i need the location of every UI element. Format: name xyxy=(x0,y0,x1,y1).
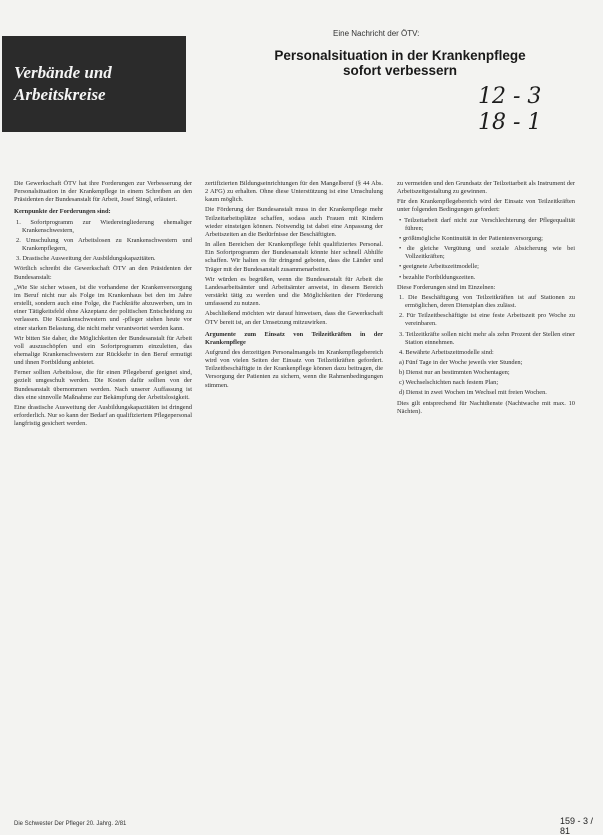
list-item: 1. Die Beschäftigung von Teilzeitkräften ist auf Stationen zu ermöglichen, deren Dienstplan dies zulässt. xyxy=(399,293,575,310)
list-item: 4. Bewährte Arbeitszeitmodelle sind: xyxy=(399,348,494,356)
list-item: 2. Umschulung von Arbeitslosen zu Krankenschwestern und Krankenpflegern, xyxy=(16,236,192,253)
paragraph: Dies gilt entsprechend für Nachtdienste (Nachtwache mit max. 10 Nächten). xyxy=(397,399,575,415)
text-column-3 xyxy=(397,180,575,805)
list-item: b) Dienst nur an bestimmten Wochentagen; xyxy=(399,369,510,377)
paragraph: Abschließend möchten wir darauf hinweisen, dass die Gewerkschaft ÖTV bereit ist, an der Umsetzung mitzuwirken. xyxy=(205,310,383,326)
paragraph: Die Förderung der Bundesanstalt muss in der Krankenpflege mehr Teilzeitarbeitsplätze schaffen, sodass auch Frauen mit Kindern wieder einsteigen können. Notwendig ist dabei eine Anpassung der Arbeitszeiten an die Bedürfnisse der Beschäftigten. xyxy=(205,206,383,238)
article-kicker: Eine Nachricht der ÖTV: xyxy=(333,29,420,38)
list-item: 3. Teilzeitkräfte sollen nicht mehr als zehn Prozent der Stellen einer Station einnehmen. xyxy=(399,330,575,346)
paragraph: zertifizierten Bildungseinrichtungen für den Mangelberuf (§ 44 Abs. 2 AFG) zu erhalten. Ohne diese Unterstützung ist eine Umschulung kaum möglich. xyxy=(205,180,383,204)
paragraph: Wir bitten Sie daher, die Möglichkeiten der Bundesanstalt für Arbeit voll auszuschöpfen und ein Sofortprogramm einzuleiten, das ehemalige Krankenschwestern zur Rückkehr in den Beruf ermutigt und ihnen Fortbildung anbietet. xyxy=(14,334,192,367)
section-title: Verbände und Arbeitskreise xyxy=(14,63,112,104)
paragraph: In allen Bereichen der Krankenpflege fehlt qualifiziertes Personal. Ein Sofortprogramm der Bundesanstalt könnte hier schnell Abhilfe schaffen. Wir halten es für dringend geboten, dass die Länder und Träger mit der Bundesanstalt zusammenarbeiten. xyxy=(205,241,383,273)
paragraph: Für den Krankenpflegebereich wird der Einsatz von Teilzeitkräften unter folgenden Bedingungen gefordert: xyxy=(397,198,575,214)
text-column-2 xyxy=(205,180,383,805)
list-item: • Teilzeitarbeit darf nicht zur Verschlechterung der Pflegequalität führen; xyxy=(399,216,575,232)
handwritten-annotation xyxy=(478,84,541,136)
subheading: Kernpunkte der Forderungen sind: xyxy=(14,208,111,216)
paragraph: Die Gewerkschaft ÖTV hat ihre Forderungen zur Verbesserung der Personalsituation in der Krankenpflege in einem Schreiben an den Präsidenten der Bundesanstalt für Arbeit, Josef Stingl, erläutert. xyxy=(14,180,192,204)
list-item: c) Wechselschichten nach festem Plan; xyxy=(399,379,499,387)
paragraph: Wir würden es begrüßen, wenn die Bundesanstalt für Arbeit die Landesarbeitsämter und Arbeitsämter anweist, in diesem Bereich verstärkt tätig zu werden und die Möglichkeiten der Förderung umfassend zu nutzen. xyxy=(205,275,383,308)
paragraph: zu vermeiden und den Grundsatz der Teilzeitarbeit als Instrument der Arbeitszeitgestaltung zu gewinnen. xyxy=(397,180,575,196)
section-banner xyxy=(2,36,186,132)
paragraph: Diese Forderungen sind im Einzelnen: xyxy=(397,283,496,291)
list-item: a) Fünf Tage in der Woche jeweils vier Stunden; xyxy=(399,358,523,366)
page-footer-number: 159 - 3 / 81 xyxy=(560,816,594,836)
paragraph: „Wie Sie sicher wissen, ist die vorhandene der Krankenversorgung im Beruf nicht nur als Folge im Krankenhaus bei den im Jahre erstellt, sondern auch eine Folge, die Fachkräfte abzuwerben, um in einer Tätigkeitsfeld ohne Akzeptanz der politischen Entscheidung zu verlassen. Die Krankenschwestern und -pfleger stehen heute vor einer starken Belastung, die nicht mehr verantwortet werden kann. xyxy=(14,283,192,332)
text-column-1 xyxy=(14,180,192,805)
list-item: • die gleiche Vergütung und soziale Absicherung wie bei Vollzeitkräften; xyxy=(399,245,575,261)
subheading: Argumente zum Einsatz von Teilzeitkräften in der Krankenpflege xyxy=(205,330,383,346)
paragraph: Eine drastische Ausweitung der Ausbildungskapazitäten ist dringend erforderlich. Nur so kann der Bedarf an qualifiziertem Pflegepersonal langfristig gesichert werden. xyxy=(14,403,192,428)
list-item: 1. Sofortprogramm zur Wiedereingliederung ehemaliger Krankenschwestern, xyxy=(16,218,192,234)
paragraph: Aufgrund des derzeitigen Personalmangels im Krankenpflegebereich wird von vielen Seiten der Einsatz von Teilzeitkräften gefordert. Teilzeitbeschäftigte in der Krankenpflege können dazu beitragen, die Versorgung der Patienten zu sichern, wenn die Rahmenbedingungen stimmen. xyxy=(205,348,383,389)
list-item: d) Dienst in zwei Wochen im Wechsel mit freien Wochen. xyxy=(399,389,547,397)
annotation-line-2: 18 - 1 xyxy=(478,110,542,135)
list-item: 2. Für Teilzeitbeschäftigte ist eine feste Arbeitszeit pro Woche zu vereinbaren. xyxy=(399,312,575,328)
list-item: • größtmögliche Kontinuität in der Patientenversorgung; xyxy=(399,234,543,242)
paragraph: Wörtlich schreibt die Gewerkschaft ÖTV an den Präsidenten der Bundesanstalt: xyxy=(14,265,192,281)
list-item: • geeignete Arbeitszeitmodelle; xyxy=(399,263,479,271)
article-headline: Personalsituation in der Krankenpflege sofort verbessern xyxy=(274,48,526,78)
annotation-line-1: 12 - 3 xyxy=(478,84,542,109)
list-item: • bezahlte Fortbildungszeiten. xyxy=(399,273,476,281)
paragraph: Ferner sollten Arbeitslose, die für einen Pflegeberuf geeignet sind, gezielt umgeschult werden. Die Kosten dafür sollten von der Bundesanstalt übernommen werden. Nach unserer Auffassung ist dies eine sinnvolle Maßnahme zur Bekämpfung der Arbeitslosigkeit. xyxy=(14,369,192,401)
list-item: 3. Drastische Ausweitung der Ausbildungskapazitäten. xyxy=(16,255,156,263)
page-footer-source: Die Schwester Der Pfleger 20. Jahrg. 2/81 xyxy=(14,821,127,827)
